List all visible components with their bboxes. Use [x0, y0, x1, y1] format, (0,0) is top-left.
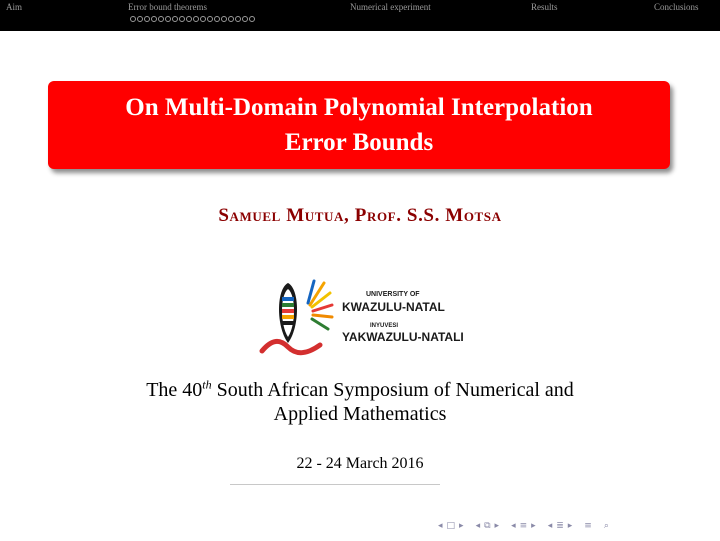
title-box	[48, 81, 670, 169]
subsection-dot[interactable]	[235, 16, 241, 22]
nav-next-frame-icon[interactable]: ▸	[459, 521, 464, 531]
date-divider	[230, 484, 440, 485]
ordinal-suffix: th	[202, 377, 212, 392]
subsection-dot[interactable]	[207, 16, 213, 22]
subsection-dot[interactable]	[193, 16, 199, 22]
nav-section-numerical-experiment[interactable]: Numerical experiment	[350, 2, 431, 12]
subsection-dot[interactable]	[221, 16, 227, 22]
subsection-dot[interactable]	[214, 16, 220, 22]
author-1: Samuel Mutua	[218, 205, 345, 226]
align-icon[interactable]: ≡	[584, 521, 592, 531]
nav-section-results[interactable]: Results	[531, 2, 558, 12]
subsection-icon[interactable]: ⧉	[484, 521, 491, 531]
nav-next-doc-icon[interactable]: ▸	[567, 521, 573, 531]
logo-line-4: YAKWAZULU-NATALI	[342, 330, 464, 344]
subsection-dot[interactable]	[186, 16, 192, 22]
section-icon[interactable]: ≡	[519, 521, 528, 531]
logo-line-2: KWAZULU-NATAL	[342, 300, 445, 314]
section-navbar	[0, 0, 720, 31]
nav-prev-doc-icon[interactable]: ◂	[547, 521, 553, 531]
author-list	[0, 205, 720, 227]
conference-pre: The 40	[146, 379, 203, 401]
subsection-dot[interactable]	[165, 16, 171, 22]
conference-post: South African Symposium of Numerical and	[211, 379, 574, 401]
title-line-1: On Multi-Domain Polynomial Interpolation	[125, 94, 593, 121]
subsection-dot[interactable]	[158, 16, 164, 22]
presentation-title	[125, 90, 592, 160]
subsection-dot[interactable]	[249, 16, 255, 22]
document-icon[interactable]: ≣	[556, 521, 564, 531]
logo-line-3: INYUVESI	[370, 323, 399, 329]
shield-icon	[258, 273, 338, 357]
logo-line-1: UNIVERSITY OF	[366, 291, 420, 298]
frame-icon[interactable]: □	[446, 521, 456, 531]
beamer-navigation	[438, 521, 609, 531]
subsection-dot[interactable]	[137, 16, 143, 22]
university-logo	[258, 273, 464, 357]
subsection-dot[interactable]	[151, 16, 157, 22]
subsection-dot[interactable]	[242, 16, 248, 22]
subsection-dot[interactable]	[228, 16, 234, 22]
nav-next-subsection-icon[interactable]: ▸	[494, 521, 500, 531]
nav-section-conclusions[interactable]: Conclusions	[654, 2, 699, 12]
conference-line-2: Applied Mathematics	[273, 403, 447, 425]
nav-section-aim[interactable]: Aim	[6, 2, 23, 12]
subsection-dot[interactable]	[172, 16, 178, 22]
nav-prev-subsection-icon[interactable]: ◂	[475, 521, 481, 531]
subsection-dot[interactable]	[130, 16, 136, 22]
nav-section-error-bound-theorems[interactable]: Error bound theorems	[128, 2, 207, 12]
author-2: Prof. S.S. Motsa	[354, 205, 502, 226]
subsection-progress-dots	[130, 16, 255, 22]
subsection-dot[interactable]	[144, 16, 150, 22]
subsection-dot[interactable]	[179, 16, 185, 22]
conference-name	[0, 378, 720, 426]
conference-date: 22 - 24 March 2016	[296, 455, 424, 472]
nav-prev-frame-icon[interactable]: ◂	[438, 521, 443, 531]
subsection-dot[interactable]	[200, 16, 206, 22]
search-icon[interactable]: ⌕	[603, 521, 609, 531]
author-separator: ,	[344, 205, 350, 226]
nav-next-section-icon[interactable]: ▸	[531, 521, 536, 531]
nav-prev-section-icon[interactable]: ◂	[511, 521, 516, 531]
title-line-2: Error Bounds	[284, 129, 434, 156]
